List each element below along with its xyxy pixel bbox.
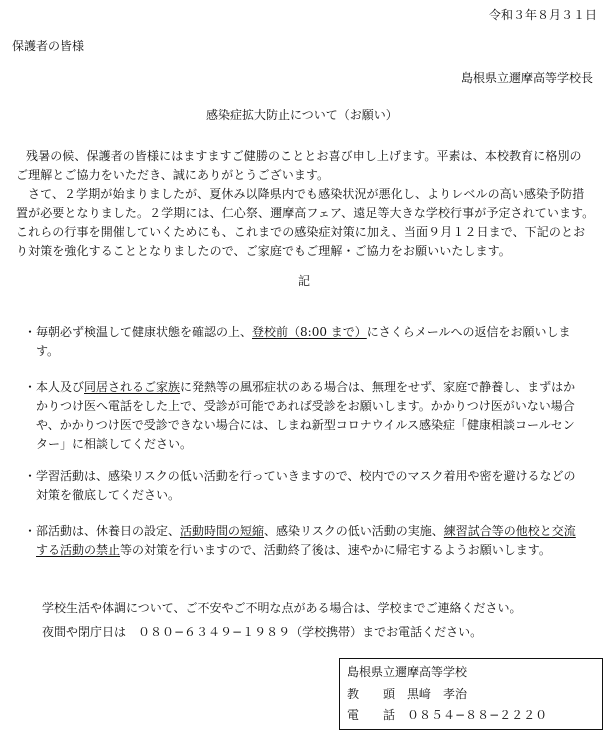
contact-role: 教 頭 黒﨑 孝治 [347,687,468,701]
intro-line: これらの行事を開催していくためにも、これまでの感染症対策に加え、当面９月１２日まで、下記のとお [16,225,586,239]
recipient: 保護者の皆様 [12,39,85,53]
bullet-mark: ・ [24,469,37,483]
bullet-mark: ・ [24,380,37,394]
intro-line: 置が必要となりました。２学期には、仁心祭、邇摩高フェア、遠足等大きな学校行事が予定されています。 [16,206,595,220]
closing-line: 夜間や閉庁日は ０８０−６３４９−１９８９（学校携帯）までお電話ください。 [42,625,483,639]
list-item: ・ 学習活動は、感染リスクの低い活動を行っていきますので、校内でのマスク着用や密を避けるなどの 対策を徹底してください。 [24,469,576,502]
underlined-text: 練習試合等の他校と交流 [443,524,576,538]
underlined-text: する活動の禁止 [36,543,121,557]
contact-phone: 電 話 ０８５４−８８−２２２０ [347,708,548,722]
document-title: 感染症拡大防止について（お願い） [206,108,398,122]
bullet-mark: ・ [24,524,37,538]
underlined-text: 登校前（8:00 まで） [252,325,367,339]
contact-box [339,658,603,730]
intro-line: 残暑の候、保護者の皆様にはますますご健勝のこととお喜び申し上げます。平素は、本校教育に格別の [26,149,582,163]
underlined-text: 同居されるご家族 [84,380,181,394]
intro-line: さて、２学期が始まりましたが、夏休み以降県内でも感染状況が悪化し、よりレベルの高い感染予防措 [28,187,585,201]
sender: 島根県立邇摩高等学校長 [460,71,593,85]
contact-school: 島根県立邇摩高等学校 [347,665,468,679]
ki-heading: 記 [298,274,311,288]
intro-line: ご理解とご協力をいただき、誠にありがとうございます。 [16,168,330,182]
list-item: ・ 本人及び同居されるご家族に発熱等の風邪症状のある場合は、無理をせず、家庭で静養し、まずはか かりつけ医へ電話をした上で、受診が可能であれば受診をお願いします。かかりつけ医がいない場合 や、かかりつけ医で受診できない場合には、しまね新型コロナウイルス感染症「健康相談コールセン ター」に相談してください。 [24,380,576,451]
intro-paragraph [16,147,602,261]
date: 令和３年８月３１日 [488,8,597,22]
intro-line: り対策を強化することとなりましたので、ご家庭でもご理解・ご協力をお願いいたします。 [16,244,511,258]
closing-line: 学校生活や体調について、ご不安やご不明な点がある場合は、学校までご連絡ください。 [42,601,522,615]
list-item: ・ 部活動は、休養日の設定、活動時間の短縮、感染リスクの低い活動の実施、練習試合等の他校と交流 する活動の禁止等の対策を行いますので、活動終了後は、速やかに帰宅するようお願いします。 [24,524,576,557]
bullet-mark: ・ [24,325,37,339]
underlined-text: 活動時間の短縮 [180,524,265,538]
list-item: ・ 毎朝必ず検温して健康状態を確認の上、登校前（8:00 まで）にさくらメールへの返信をお願いしま す。 [24,325,571,358]
